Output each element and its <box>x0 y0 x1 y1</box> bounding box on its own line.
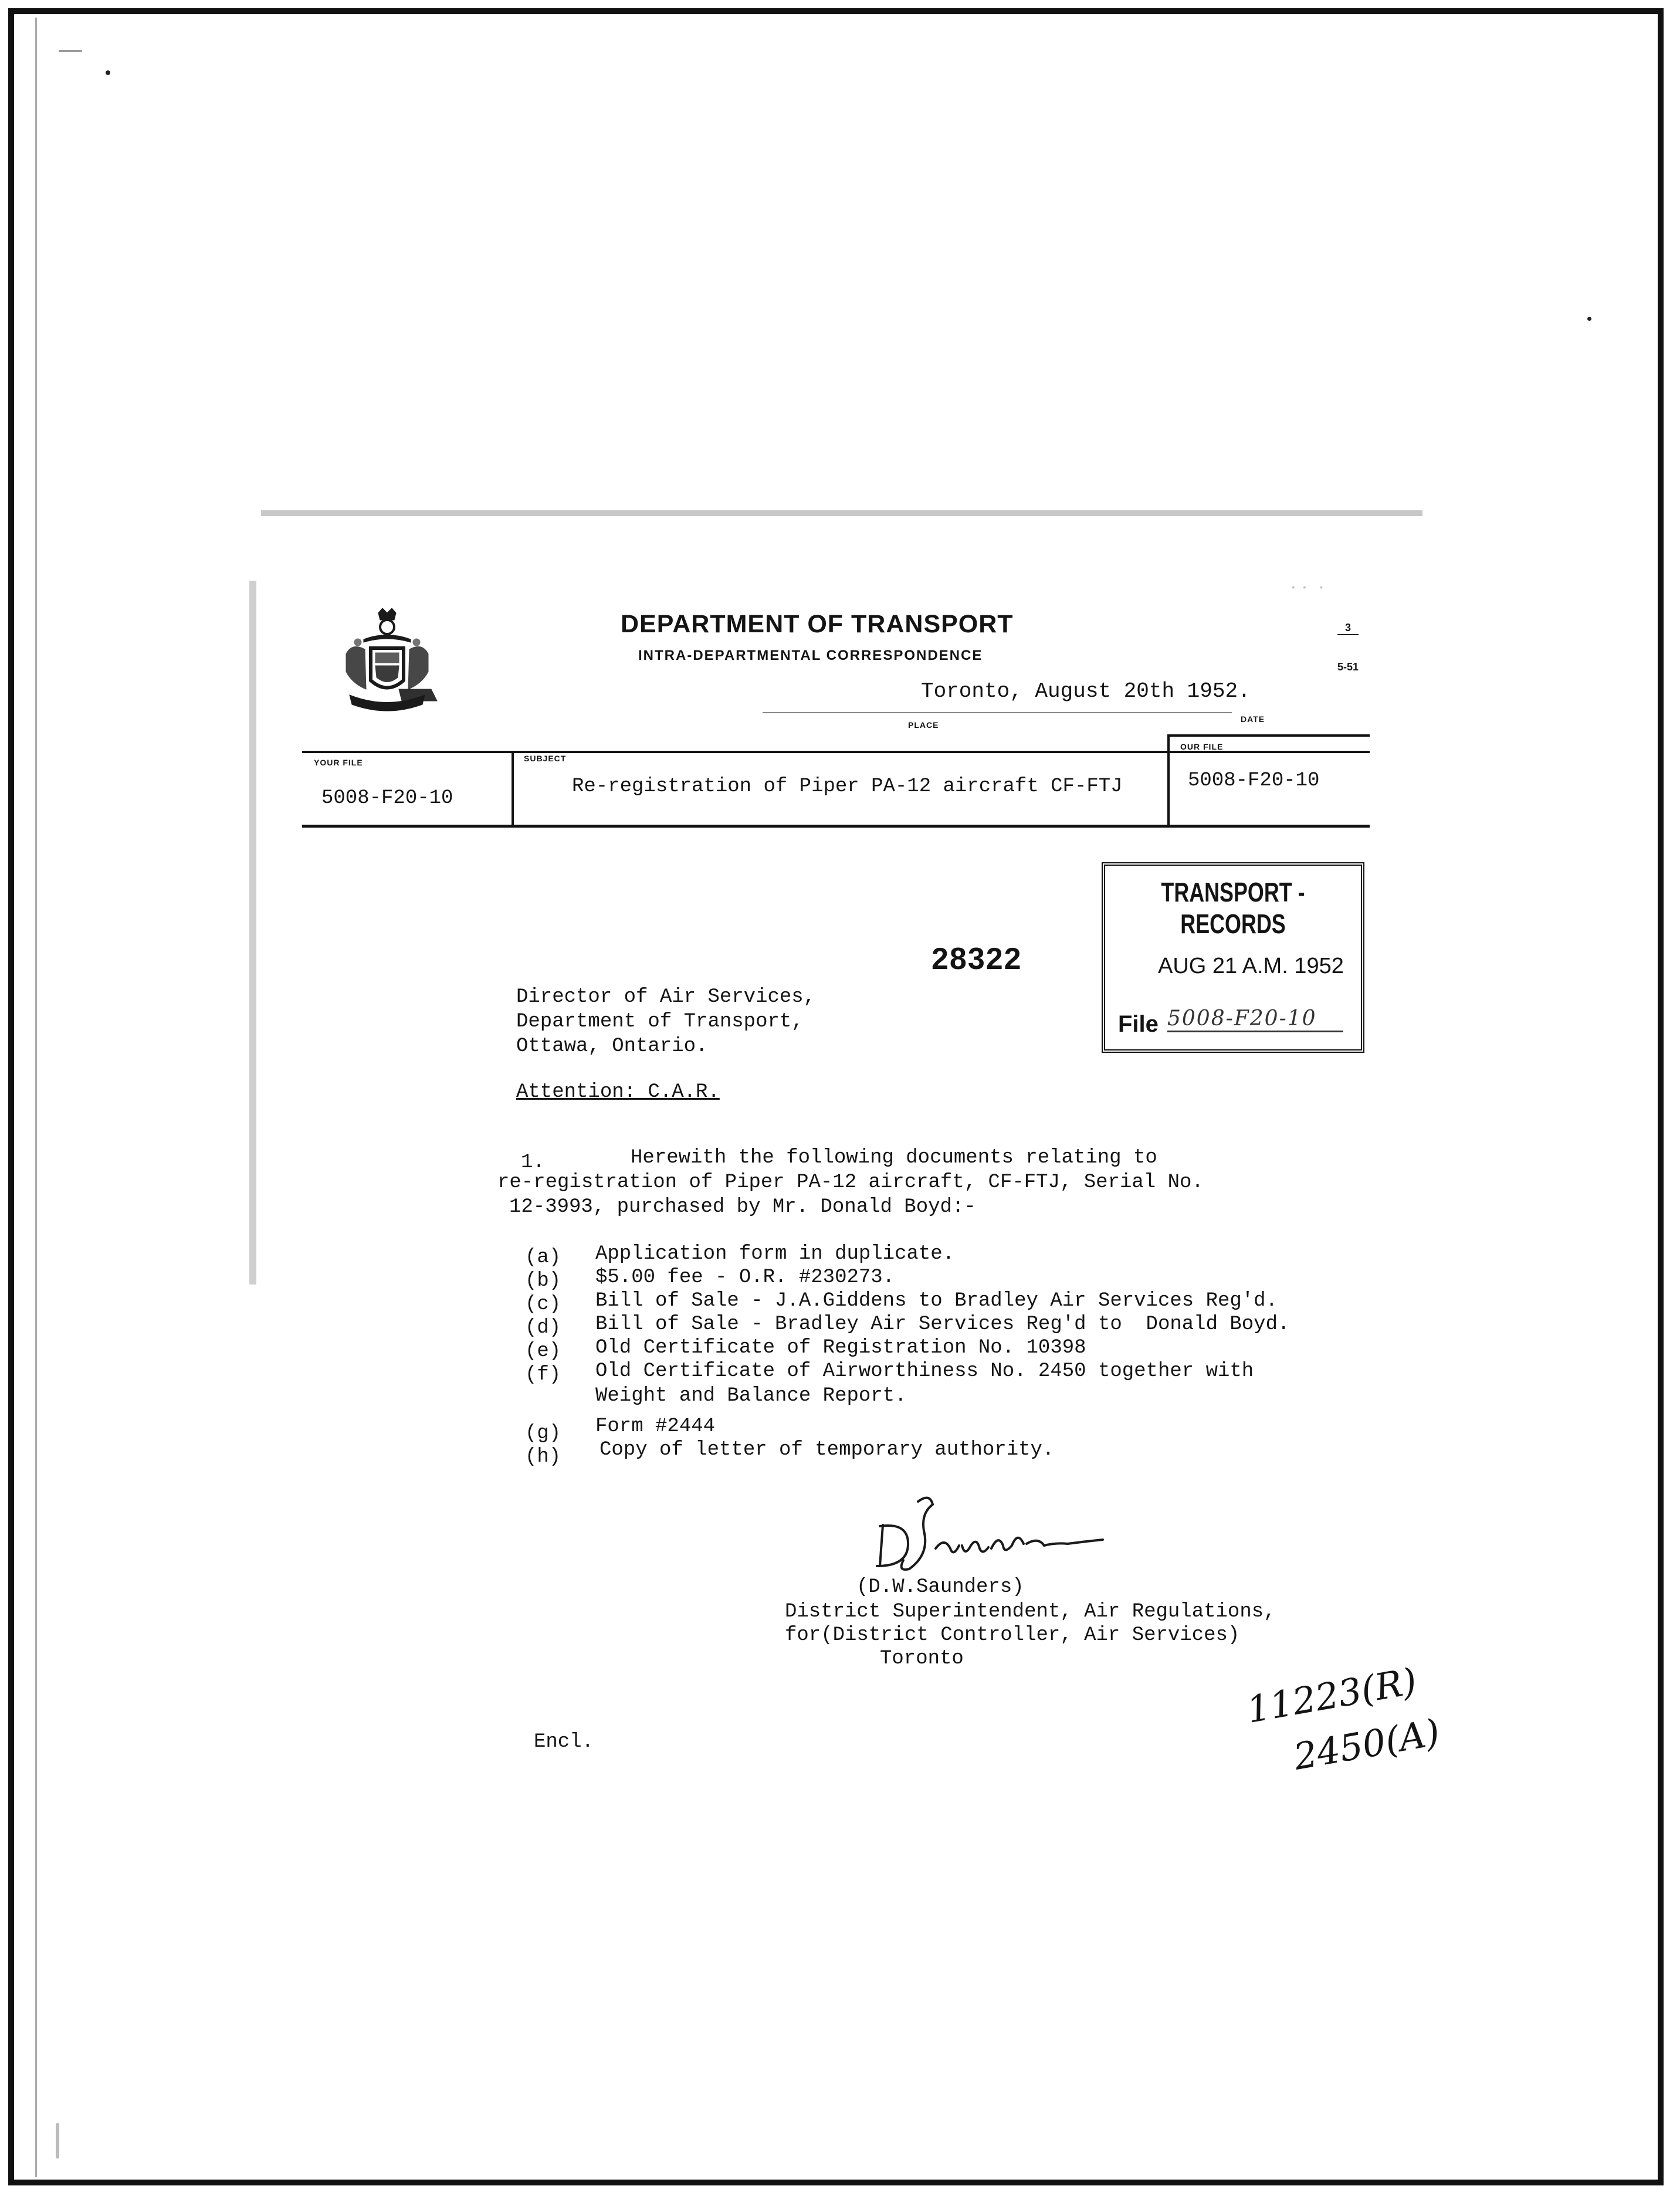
scan-speck <box>59 50 82 52</box>
file-row-bottom-rule <box>302 825 1370 828</box>
document-number: 28322 <box>932 942 1022 976</box>
list-item-label: (c) <box>525 1293 561 1316</box>
scan-inner-edge <box>35 18 1644 2177</box>
signatory-title-2: for(District Controller, Air Services) <box>785 1624 1240 1646</box>
list-item: $5.00 fee - O.R. #230273. <box>595 1266 895 1289</box>
subject-label: SUBJECT <box>524 754 567 763</box>
paragraph-line-1: Herewith the following documents relating to <box>631 1147 1157 1169</box>
paragraph-line-3: 12-3993, purchased by Mr. Donald Boyd:- <box>509 1196 976 1218</box>
signatory-title-1: District Superintendent, Air Regulations, <box>785 1601 1276 1623</box>
your-file-label: YOUR FILE <box>314 758 363 767</box>
department-title: DEPARTMENT OF TRANSPORT <box>621 610 1014 638</box>
attention-line: Attention: C.A.R. <box>516 1081 720 1103</box>
list-item: Application form in duplicate. <box>595 1243 955 1265</box>
our-file-top-rule <box>1167 734 1370 737</box>
handwritten-signature <box>862 1490 1138 1578</box>
correspondence-subtitle: INTRA-DEPARTMENTAL CORRESPONDENCE <box>638 648 983 663</box>
enclosure-note: Encl. <box>534 1731 594 1753</box>
addressee-line-2: Department of Transport, <box>516 1011 804 1033</box>
stamp-title: TRANSPORT - RECORDS <box>1161 877 1305 939</box>
list-item: Bill of Sale - Bradley Air Services Reg'd to Donald Boyd. <box>595 1313 1290 1336</box>
paragraph-line-2: re-registration of Piper PA-12 aircraft, CF-FTJ, Serial No. <box>497 1171 1204 1194</box>
list-item: Form #2444 <box>595 1415 716 1438</box>
coat-of-arms-icon <box>328 607 446 724</box>
list-item-label: (e) <box>525 1340 561 1363</box>
file-row-divider <box>1167 734 1170 827</box>
margin-note-line-1: 11223(R) <box>1244 1659 1420 1731</box>
stamp-file-value: 5008-F20-10 <box>1167 1006 1343 1032</box>
your-file-value: 5008-F20-10 <box>321 787 453 809</box>
list-item-label: (d) <box>525 1317 561 1339</box>
list-item: Copy of letter of temporary authority. <box>599 1439 1055 1461</box>
place-label: PLACE <box>908 720 939 730</box>
signatory-city: Toronto <box>880 1648 964 1670</box>
list-item-label: (g) <box>525 1422 561 1445</box>
list-item: Old Certificate of Registration No. 10398 <box>595 1337 1086 1359</box>
form-number <box>1337 597 1359 686</box>
signatory-name: (D.W.Saunders) <box>856 1576 1024 1598</box>
stamp-date: AUG 21 A.M. 1952 <box>1158 954 1344 978</box>
addressee-line-1: Director of Air Services, <box>516 986 816 1008</box>
list-item-label: (b) <box>525 1270 561 1292</box>
paper-top-shadow <box>261 510 1422 516</box>
list-item-continuation: Weight and Balance Report. <box>595 1385 907 1407</box>
place-date: Toronto, August 20th 1952. <box>921 679 1251 703</box>
addressee-line-3: Ottawa, Ontario. <box>516 1035 708 1058</box>
faint-mark: · · · <box>1291 578 1325 598</box>
subject-value: Re-registration of Piper PA-12 aircraft CF-FTJ <box>572 775 1123 798</box>
list-item: Bill of Sale - J.A.Giddens to Bradley Air Services Reg'd. <box>595 1290 1278 1312</box>
list-item-label: (a) <box>525 1246 561 1269</box>
scan-speck <box>56 2123 59 2158</box>
our-file-label: OUR FILE <box>1180 742 1224 751</box>
form-number-value: 3 <box>1337 622 1359 635</box>
margin-note-line-2: 2450(A) <box>1291 1710 1443 1778</box>
paper-left-shadow <box>249 581 256 1285</box>
date-label: DATE <box>1241 714 1265 724</box>
paragraph-number: 1. <box>521 1151 545 1174</box>
transport-records-stamp <box>1102 862 1364 1053</box>
scan-speck <box>1587 317 1591 321</box>
list-item: Old Certificate of Airworthiness No. 2450 together with <box>595 1360 1254 1382</box>
stamp-file-label: File <box>1118 1011 1159 1037</box>
list-item-label: (h) <box>525 1446 561 1468</box>
list-item-label: (f) <box>525 1364 561 1386</box>
place-date-underline <box>763 712 1232 713</box>
scan-speck <box>106 70 110 75</box>
our-file-value: 5008-F20-10 <box>1188 770 1320 792</box>
file-row-divider <box>512 751 514 827</box>
form-date-value: 5-51 <box>1337 661 1359 673</box>
